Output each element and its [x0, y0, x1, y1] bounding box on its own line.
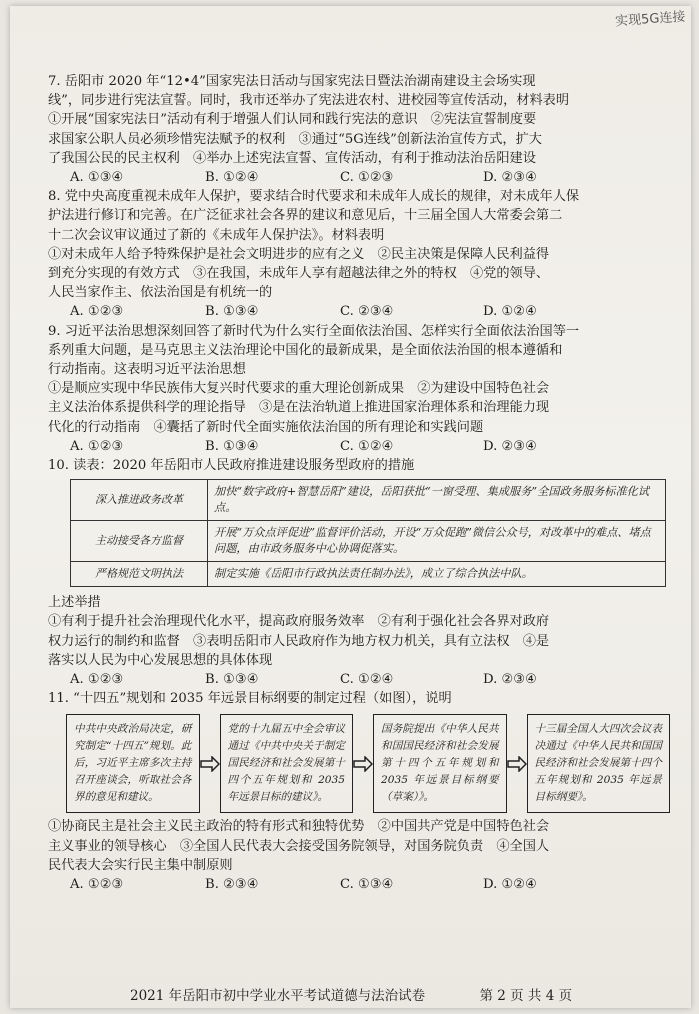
question-line: 系列重大问题，是马克思主义法治理论中国化的最新成果，是全面依法治国的根本遵循和 — [48, 342, 563, 358]
answer-options — [70, 437, 670, 456]
table-row-label: 主动接受各方监督 — [71, 521, 208, 562]
table-row — [71, 521, 666, 562]
flow-step-3: 国务院提出《中华人民共和国国民经济和社会发展第十四个五年规划和 2035 年远景目标纲要（草案）》。 — [373, 714, 507, 813]
table-row-text: 加快“数字政府+智慧岳阳”建设，岳阳获批“一窗受理、集成服务”全国政务服务标准化试点。 — [208, 480, 666, 521]
option-a: A. ①②③ — [70, 304, 124, 320]
question-line: ①是顺应实现中华民族伟大复兴时代要求的重大理论创新成果 ②为建设中国特色社会 — [48, 381, 550, 397]
option-d: D. ②③④ — [483, 170, 537, 186]
page-footer — [130, 984, 572, 1004]
question-stem: 10. 读表：2020 年岳阳市人民政府推进建设服务型政府的措施 — [48, 458, 415, 474]
option-b: B. ①③④ — [205, 672, 259, 688]
table-row-text: 开展“万众点评促进”监督评价活动，开设“万众促跑”微信公众号，对改革中的难点、堵点问题，由市政务服务中心协调促落实。 — [208, 521, 666, 562]
question-line: ①协商民主是社会主义民主政治的特有形式和独特优势 ②中国共产党是中国特色社会 — [48, 819, 550, 835]
process-flow — [66, 714, 670, 813]
option-c: C. ②③④ — [340, 304, 394, 320]
measures-table — [70, 479, 666, 587]
corner-text: 实现5G连接 — [614, 9, 686, 30]
question-line: 人民当家作主、依法治国是有机统一的 — [48, 285, 273, 301]
question-line: 9. 习近平法治思想深刻回答了新时代为什么实行全面依法治国、怎样实行全面依法治国等一 — [48, 323, 580, 339]
flow-step-1: 中共中央政治局决定，研究制定“十四五”规划。此后，习近平主席多次主持召开座谈会，听取社会各界的意见和建议。 — [66, 714, 200, 813]
question-7 — [48, 72, 670, 187]
option-d: D. ①②④ — [483, 304, 537, 320]
question-11 — [48, 689, 670, 894]
option-b: B. ①③④ — [205, 438, 259, 454]
option-c: C. ①③④ — [340, 877, 394, 893]
answer-options — [70, 302, 670, 321]
question-line: 落实以人民为中心发展思想的具体体现 — [48, 652, 273, 668]
arrow-right-icon — [507, 756, 527, 772]
question-line: 7. 岳阳市 2020 年“12•4”国家宪法日活动与国家宪法日暨法治湖南建设主会场实现 — [48, 74, 536, 89]
question-line: 行动指南。这表明习近平法治思想 — [48, 362, 246, 378]
question-10 — [48, 456, 670, 689]
question-8 — [48, 187, 670, 321]
question-9 — [48, 322, 670, 456]
question-line: 十二次会议审议通过了新的《未成年人保护法》。材料表明 — [48, 227, 385, 243]
option-c: C. ①②④ — [340, 438, 394, 454]
option-b: B. ①③④ — [205, 304, 259, 320]
table-row — [71, 480, 666, 521]
option-a: A. ①②③ — [70, 672, 124, 688]
answer-options — [70, 168, 670, 187]
question-line: ①对未成年人给予特殊保护是社会文明进步的应有之义 ②民主决策是保障人民利益得 — [48, 246, 550, 262]
question-line: 了我国公民的民主权利 ④举办上述宪法宣誓、宣传活动，有利于推动法治岳阳建设 — [48, 150, 536, 166]
question-line: 求国家公职人员必须珍惜宪法赋予的权利 ③通过“5G连线”创新法治宣传方式，扩大 — [48, 131, 542, 147]
question-line: 代化的行动指南 ④囊括了新时代全面实施依法治国的所有理论和实践问题 — [48, 419, 484, 435]
table-row-label: 严格规范文明执法 — [71, 562, 208, 587]
option-a: A. ①②③ — [70, 438, 124, 454]
flow-step-2: 党的十九届五中全会审议通过《中共中央关于制定国民经济和社会发展第十四个五年规划和 2035 年远景目标的建议》。 — [220, 714, 354, 813]
option-d: D. ②③④ — [483, 672, 537, 688]
question-line: 主义事业的领导核心 ③全国人民代表大会接受国务院领导，对国务院负责 ④全国人 — [48, 838, 550, 854]
question-line: 8. 党中央高度重视未成年人保护，要求结合时代要求和未成年人成长的规律，对未成年人保 — [48, 189, 580, 205]
question-line: 线”，同步进行宪法宣誓。同时，我市还举办了宪法进农村、进校园等宣传活动，材料表明 — [48, 93, 570, 109]
option-a: A. ①②③ — [70, 877, 124, 893]
option-c: C. ①②④ — [340, 672, 394, 688]
option-d: D. ①②④ — [483, 877, 537, 893]
question-line: ①开展“国家宪法日”活动有利于增强人们认同和践行宪法的意识 ②宪法宣誓制度要 — [48, 112, 537, 128]
page-number: 第 2 页 — [479, 988, 524, 1004]
question-line: 主义法治体系提供科学的理论指导 ③是在法治轨道上推进国家治理体系和治理能力现 — [48, 400, 550, 416]
answer-options — [70, 875, 670, 894]
question-line: 上述举措 — [48, 595, 101, 611]
arrow-right-icon — [353, 756, 373, 772]
table-row-text: 制定实施《岳阳市行政执法责任制办法》，成立了综合执法中队。 — [208, 562, 666, 587]
page-total: 共 4 页 — [527, 988, 573, 1004]
question-line: 权力运行的制约和监督 ③表明岳阳市人民政府作为地方权力机关，具有立法权 ④是 — [48, 633, 550, 649]
exam-title: 2021 年岳阳市初中学业水平考试道德与法治试卷 — [130, 988, 426, 1004]
arrow-right-icon — [200, 756, 220, 772]
option-a: A. ①③④ — [70, 170, 124, 186]
table-row — [71, 562, 666, 587]
exam-page — [10, 6, 691, 1008]
option-d: D. ②③④ — [483, 438, 537, 454]
table-row-label: 深入推进政务改革 — [71, 480, 208, 521]
question-line: ①有利于提升社会治理现代化水平，提高政府服务效率 ②有利于强化社会各界对政府 — [48, 614, 550, 630]
answer-options — [70, 670, 670, 689]
option-b: B. ①②④ — [205, 170, 259, 186]
question-line: 护法进行修订和完善。在广泛征求社会各界的建议和意见后，十三届全国人大常委会第二 — [48, 208, 563, 224]
question-line: 民代表大会实行民主集中制原则 — [48, 857, 233, 873]
questions — [48, 72, 670, 894]
flow-step-4: 十三届全国人大四次会议表决通过《中华人民共和国国民经济和社会发展第十四个五年规划和 2035 年远景目标纲要》。 — [527, 714, 670, 813]
option-b: B. ②③④ — [205, 877, 259, 893]
question-line: 到充分实现的有效方式 ③在我国，未成年人享有超越法律之外的特权 ④党的领导、 — [48, 266, 550, 282]
question-stem: 11. “十四五”规划和 2035 年远景目标纲要的制定过程（如图），说明 — [48, 691, 452, 707]
option-c: C. ①②③ — [340, 170, 394, 186]
